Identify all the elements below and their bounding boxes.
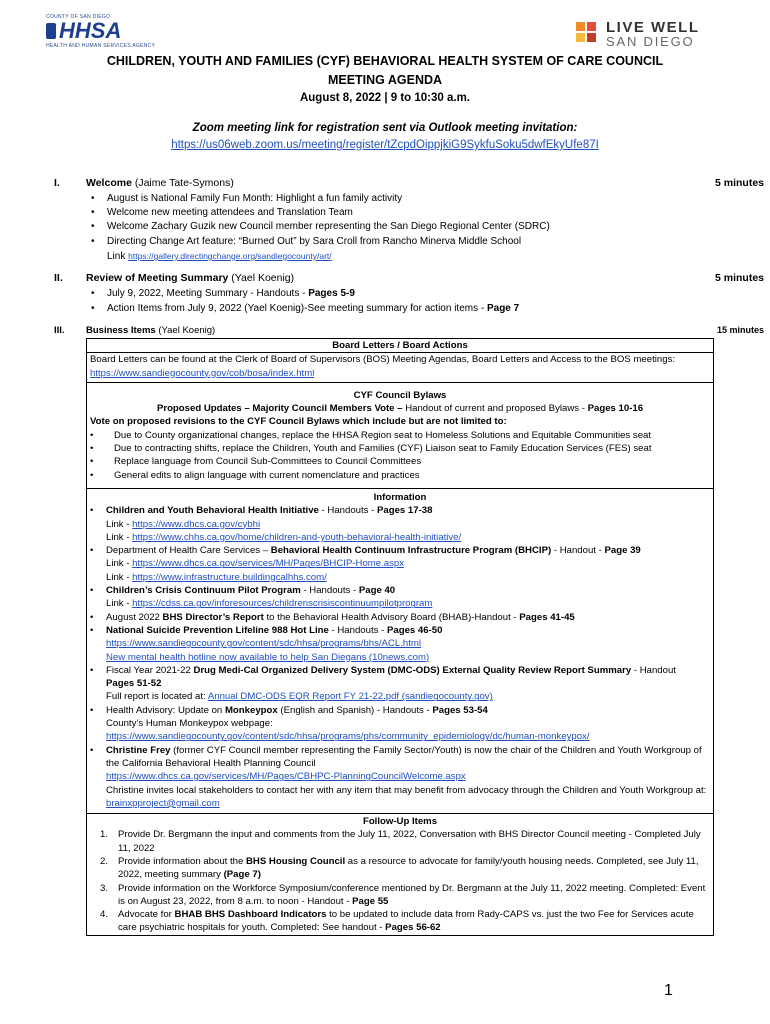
page-ref: Page 7	[486, 303, 520, 314]
link-label: Link -	[106, 571, 133, 583]
text: July 9, 2022, Meeting Summary - Handouts -	[107, 288, 309, 299]
section-title: Business Items	[86, 325, 156, 336]
text: - Handout -	[551, 545, 605, 557]
info-item	[90, 504, 710, 517]
text: - Handouts -	[300, 585, 359, 597]
info-link-line	[90, 637, 710, 650]
item-title: Drug Medi-Cal Organized Delivery System (DMC-ODS) External Quality Review Report Summary	[193, 664, 632, 676]
text: Action Items from July 9, 2022 (Yael Koenig)-See meeting summary for action items -	[107, 303, 487, 314]
item-title: Children’s Crisis Continuum Pilot Program	[106, 585, 301, 597]
text: (English and Spanish) - Handouts -	[277, 704, 433, 716]
live-well-logo	[574, 20, 744, 50]
info-text-line: County’s Human Monkeypox webpage:	[106, 718, 273, 730]
section-presenter: (Jaime Tate-Symons)	[131, 177, 234, 189]
info-text-line	[90, 784, 710, 814]
zoom-link[interactable]: https://us06web.zoom.us/meeting/register/tZcpdOippjkiG9SykfuSoku5dwfEkyUfe87I	[171, 139, 599, 151]
text: - Handouts -	[328, 624, 387, 636]
hhsa-logo	[46, 14, 156, 48]
news-link[interactable]: New mental health hotline now available to help San Diegans (10news.com)	[106, 651, 430, 663]
info-item	[90, 624, 710, 637]
welcome-bullet: • Welcome new meeting attendees and Translation Team	[107, 206, 353, 219]
item-number: 2.	[100, 855, 109, 867]
cdss-link[interactable]: https://cdss.ca.gov/inforesources/childrenscrisiscontinuumpilotprogram	[132, 598, 433, 610]
item-title: Children and Youth Behavioral Health Initiative	[106, 505, 319, 517]
board-header: Board Letters / Board Actions	[332, 340, 468, 351]
text: to the Behavioral Health Advisory Board (BHAB)-Handout -	[263, 611, 520, 623]
info-link-line	[90, 690, 710, 703]
review-bullet	[107, 287, 355, 300]
page-title: CHILDREN, YOUTH AND FAMILIES (CYF) BEHAVIORAL HEALTH SYSTEM OF CARE COUNCIL	[106, 54, 664, 68]
bylaws-bullet: • Due to County organizational changes, replace the HHSA Region seat to Homeless Solutions and Equitable Communities seat	[90, 429, 710, 442]
info-link-line	[90, 571, 710, 584]
bhcip-link[interactable]: https://www.dhcs.ca.gov/services/MH/Pages/BHCIP-Home.aspx	[132, 558, 405, 570]
zoom-note: Zoom meeting link for registration sent via Outlook meeting invitation:	[192, 122, 578, 134]
item-number: 4.	[100, 909, 109, 921]
page-ref: Pages 56-62	[385, 922, 441, 934]
infrastructure-link[interactable]: https://www.infrastructure.buildingcalhhs.com/	[132, 571, 327, 583]
link-label: Link -	[106, 518, 133, 530]
art-link[interactable]: https://gallery.directingchange.org/sandiegocounty/art/	[128, 251, 332, 261]
page-number: 1	[664, 982, 673, 999]
section-minutes: 15 minutes	[716, 325, 764, 335]
email-link[interactable]: brainxpproject@gmail.com	[106, 797, 220, 809]
text: as a resource to advocate for family/youth housing needs. Completed, see July 11, 2022, meeting summary	[118, 855, 699, 881]
welcome-bullet: • August is National Family Fun Month: Highlight a fun family activity	[107, 192, 402, 205]
bylaws-header: CYF Council Bylaws	[353, 389, 447, 401]
info-item	[90, 744, 710, 771]
text: Provide information about the	[118, 855, 246, 867]
link-label: Link	[107, 251, 129, 262]
page-subtitle: MEETING AGENDA	[327, 73, 443, 87]
followup-item	[90, 908, 710, 935]
info-item	[90, 611, 710, 624]
bylaws-subheader	[90, 402, 710, 415]
welcome-bullet: • Welcome Zachary Guzik new Council member representing the San Diego Regional Center (SDRC)	[107, 220, 550, 233]
board-body	[87, 353, 713, 383]
bylaws-vote-text: Vote on proposed revisions to the CYF Council Bylaws which include but are not limited to:	[90, 416, 507, 428]
info-item	[90, 584, 710, 597]
county-seal-icon	[46, 23, 56, 39]
item-title: Monkeypox	[224, 704, 278, 716]
info-item	[90, 664, 710, 691]
meeting-date: August 8, 2022 | 9 to 10:30 a.m.	[299, 92, 471, 104]
text: (former CYF Council member representing the Family Sector/Youth) is now the chair of the Children and Youth Workgroup of the California Behavioral Health Planning Council	[106, 744, 702, 769]
followup-header: Follow-Up Items	[362, 816, 438, 828]
board-section	[87, 339, 713, 353]
item-title: BHS Director’s Report	[162, 611, 264, 623]
section-review	[54, 272, 764, 285]
section-minutes: 5 minutes	[714, 272, 764, 284]
eqr-report-link[interactable]: Annual DMC-ODS EQR Report FY 21-22.pdf (sandiegocounty.gov)	[207, 691, 493, 703]
link-label: Full report is located at:	[106, 691, 208, 703]
welcome-bullet: • Directing Change Art feature: “Burned Out” by Sara Croll from Rancho Minerva Middle School	[107, 235, 521, 248]
board-text: Board Letters can be found at the Clerk of Board of Supervisors (BOS) Meeting Agendas, Board Letters and Access to the BOS meetings:	[90, 354, 676, 366]
hhsa-logo-top-text: COUNTY OF SAN DIEGO	[46, 14, 111, 20]
section-title: Review of Meeting Summary	[86, 272, 229, 284]
item-number: 3.	[100, 882, 109, 894]
hhsa-logo-text: HHSA	[59, 18, 122, 43]
page-ref: Pages 5-9	[308, 288, 355, 299]
page-ref: Page 39	[604, 545, 641, 557]
item-title: Behavioral Health Continuum Infrastructure Program (BHCIP)	[270, 545, 552, 557]
section-minutes: 5 minutes	[714, 177, 764, 189]
followup-item	[90, 882, 710, 909]
live-well-mark-icon	[574, 20, 600, 46]
link-label: Link -	[106, 531, 133, 543]
item-title: Christine Frey	[106, 744, 171, 756]
text: Department of Health Care Services –	[106, 545, 271, 557]
section-title: Welcome	[86, 177, 132, 189]
text: Health Advisory: Update on	[106, 704, 225, 716]
info-header: Information	[373, 491, 427, 503]
live-well-text: LIVE WELL	[606, 19, 700, 36]
business-table	[86, 338, 714, 936]
text: Provide information on the Workforce Symposium/conference mentioned by Dr. Bergmann at the July 11, 2022 meeting. Completed: Event is on August 23, 2022, from 8 a.m. to noon - Handout -	[118, 882, 706, 907]
section-number: II.	[54, 272, 63, 284]
page-ref: (Page 7)	[223, 869, 261, 881]
followup-section	[87, 814, 713, 935]
text: Handout of current and proposed Bylaws -	[402, 403, 588, 415]
review-bullet	[107, 302, 519, 315]
info-link-line	[90, 730, 710, 743]
link-label: Link -	[106, 558, 133, 570]
info-link-line	[90, 770, 710, 783]
bos-link[interactable]: https://www.sandiegocounty.gov/cob/bosa/index.html	[90, 367, 315, 379]
page-ref: Pages 17-38	[377, 505, 433, 517]
section-presenter: (Yael Koenig)	[228, 272, 295, 284]
page-ref: Pages 46-50	[386, 624, 443, 636]
text: - Handouts -	[318, 505, 377, 517]
info-item	[90, 544, 710, 557]
bylaws-bullet: • Due to contracting shifts, replace the Children, Youth and Families (CYF) Liaison seat to Family Education Services (FES) seat	[90, 442, 710, 455]
text: Provide Dr. Bergmann the input and comments from the July 11, 2022, Conversation with BHS Director Council meeting - Completed July 11, 2022	[118, 829, 701, 854]
page-ref: Page 40	[358, 585, 396, 597]
bylaws-bullet: • Replace language from Council Sub-Committees to Council Committees	[90, 455, 710, 468]
page-ref: Pages 53-54	[432, 704, 488, 716]
san-diego-text: SAN DIEGO	[606, 34, 695, 49]
acl-link[interactable]: https://www.sandiegocounty.gov/content/sdc/hhsa/programs/bhs/ACL.html	[106, 638, 421, 650]
item-title: National Suicide Prevention Lifeline 988 Hot Line	[106, 624, 329, 636]
followup-item	[90, 855, 710, 882]
art-link-line	[107, 250, 332, 263]
info-link-line	[90, 651, 710, 664]
item-title: BHS Housing Council	[246, 855, 346, 867]
chhs-link[interactable]: https://www.chhs.ca.gov/home/children-and-youth-behavioral-health-initiative/	[132, 531, 462, 543]
text: - Handout	[631, 664, 676, 676]
section-business	[54, 324, 764, 337]
page-ref: Pages 10-16	[587, 403, 644, 415]
followup-item	[90, 828, 710, 855]
monkeypox-link[interactable]: https://www.sandiegocounty.gov/content/sdc/hhsa/programs/phs/community_epidemiology/dc/human-monkeypox/	[106, 731, 590, 743]
info-section	[87, 489, 713, 814]
text: Christine invites local stakeholders to contact her with any item that may benefit from advocacy through the Children and Youth Workgroup at:	[106, 784, 707, 796]
info-link-line	[90, 557, 710, 570]
link-label: Link -	[106, 598, 133, 610]
page-ref: Page 55	[352, 895, 389, 907]
info-link-line	[90, 597, 710, 610]
info-link-line	[90, 518, 710, 531]
info-link-line	[90, 531, 710, 544]
page-ref: Pages 41-45	[519, 611, 575, 623]
item-title: BHAB BHS Dashboard Indicators	[174, 909, 327, 921]
cbhpc-link[interactable]: https://www.dhcs.ca.gov/services/MH/Pages/CBHPC-PlanningCouncilWelcome.aspx	[106, 771, 466, 783]
bylaws-section	[87, 383, 713, 489]
item-number: 1.	[100, 829, 109, 841]
page-ref: Pages 51-52	[106, 678, 162, 690]
text: August 2022	[106, 611, 163, 623]
section-number: III.	[54, 325, 65, 336]
text: Advocate for	[118, 909, 175, 921]
text: Fiscal Year 2021-22	[106, 664, 194, 676]
section-presenter: (Yael Koenig)	[155, 325, 216, 336]
section-number: I.	[54, 177, 60, 189]
text: to be updated to include data from Rady-CAPS vs. just the two Fee for Services acute care psychiatric hospitals for youth. Completed: See handout -	[118, 909, 694, 934]
section-welcome	[54, 177, 764, 190]
hhsa-logo-bottom-text: HEALTH AND HUMAN SERVICES AGENCY	[46, 43, 156, 49]
bylaws-vote-label: Proposed Updates – Majority Council Members Vote –	[156, 403, 403, 415]
cybhi-link[interactable]: https://www.dhcs.ca.gov/cybhi	[132, 518, 261, 530]
bylaws-bullet: • General edits to align language with current nomenclature and practices	[90, 469, 710, 486]
info-item	[90, 704, 710, 717]
